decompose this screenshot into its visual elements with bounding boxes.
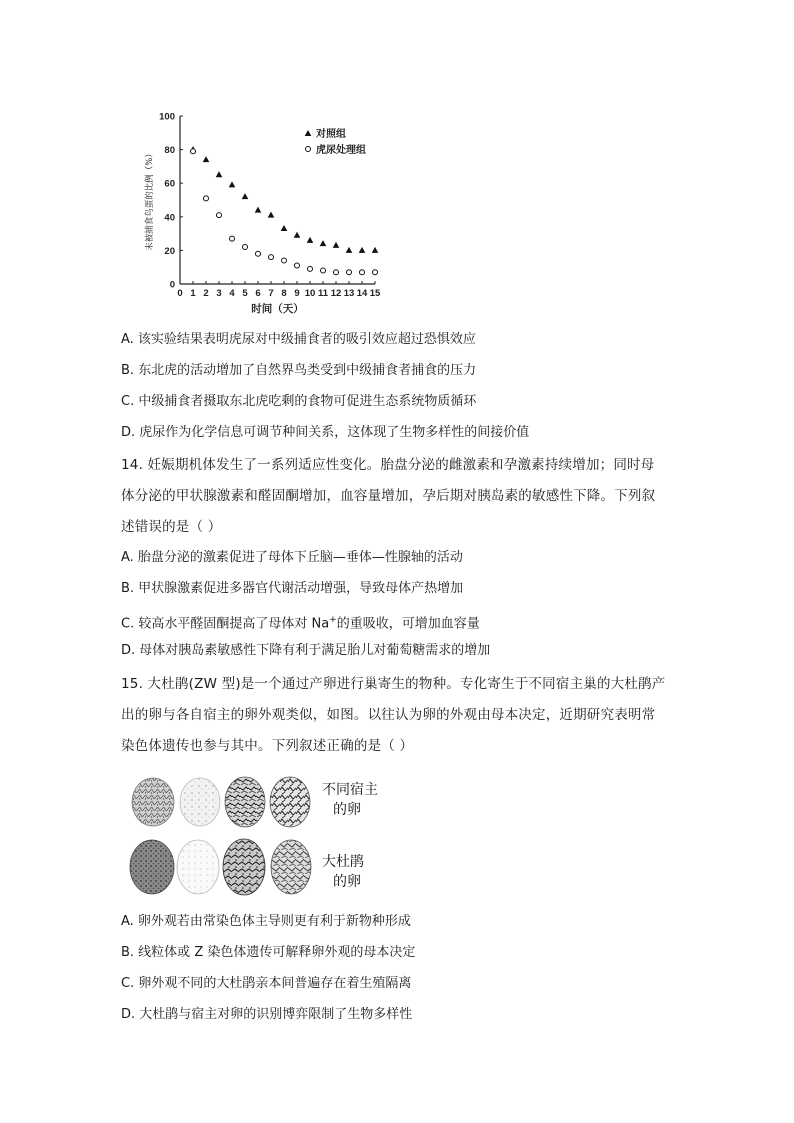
treatment-point [230, 236, 235, 241]
q14-option-d: D. 母体对胰岛素敏感性下降有利于满足胎儿对葡萄糖需求的增加 [121, 643, 491, 658]
q14-stem-line1: 14. 妊娠期机体发生了一系列适应性变化。胎盘分泌的雌激素和孕激素持续增加；同时母 [121, 457, 655, 473]
q14-option-c-superscript: + [329, 615, 337, 625]
x-tick-label: 9 [294, 288, 300, 299]
treatment-point [269, 255, 274, 260]
q15-option-b: B. 线粒体或 Z 染色体遗传可解释卵外观的母本决定 [121, 945, 416, 960]
q15-stem-line3: 染色体遗传也参与其中。下列叙述正确的是（ ） [121, 738, 414, 754]
legend-triangle-marker [305, 130, 312, 136]
x-axis-label: 时间（天） [251, 303, 304, 315]
y-tick-label: 20 [164, 245, 175, 257]
y-tick-label: 0 [169, 279, 175, 291]
x-tick-label: 6 [255, 288, 261, 299]
host-egg-4 [270, 777, 310, 827]
control-point [255, 207, 262, 213]
q14-option-c-text-pre: C. 较高水平醛固酮提高了母体对 Na [121, 616, 330, 632]
control-point [242, 193, 249, 199]
q13-option-a: A. 该实验结果表明虎尿对中级捕食者的吸引效应超过恐惧效应 [121, 332, 476, 347]
control-point [203, 156, 210, 162]
control-point [333, 242, 340, 248]
egg-predation-chart [140, 104, 400, 320]
chart-svg [140, 104, 400, 320]
x-tick-label: 4 [229, 288, 235, 299]
host-egg-2 [180, 778, 220, 826]
x-tick-label: 2 [203, 288, 209, 299]
treatment-point [321, 268, 326, 273]
q14-stem-line3: 述错误的是（ ） [121, 519, 222, 535]
legend-circle-marker [306, 147, 311, 152]
control-point [281, 225, 288, 231]
treatment-point [282, 258, 287, 263]
control-point [216, 171, 223, 177]
host-egg-label-line2: 的卵 [333, 802, 361, 818]
cuckoo-egg-3 [223, 839, 265, 895]
x-tick-label: 12 [330, 288, 342, 299]
treatment-point [217, 213, 222, 218]
q14-option-a: A. 胎盘分泌的激素促进了母体下丘脑—垂体—性腺轴的活动 [121, 550, 463, 565]
q15-option-c: C. 卵外观不同的大杜鹃亲本间普遍存在着生殖隔离 [121, 976, 412, 991]
control-point [346, 247, 353, 253]
x-tick-label: 10 [304, 288, 316, 299]
y-tick-label: 40 [164, 212, 175, 224]
cuckoo-egg-4 [271, 840, 311, 894]
y-tick-label: 100 [159, 111, 175, 123]
q13-option-d: D. 虎尿作为化学信息可调节种间关系，这体现了生物多样性的间接价值 [121, 425, 530, 440]
x-tick-label: 15 [369, 288, 381, 299]
treatment-point [360, 270, 365, 275]
q13-option-c: C. 中级捕食者摄取东北虎吃剩的食物可促进生态系统物质循环 [121, 394, 477, 409]
control-point [372, 247, 379, 253]
control-point [320, 240, 327, 246]
treatment-point [204, 196, 209, 201]
x-tick-label: 5 [242, 288, 248, 299]
cuckoo-egg-label-line2: 的卵 [333, 874, 361, 890]
control-point [359, 247, 366, 253]
treatment-point [295, 263, 300, 268]
q14-stem-line2: 体分泌的甲状腺激素和醛固酮增加，血容量增加，孕后期对胰岛素的敏感性下降。下列叙 [121, 488, 656, 504]
cuckoo-egg-2 [177, 840, 219, 894]
x-tick-label: 0 [177, 288, 183, 299]
y-axis-label: 未被捕食鸟蛋的比例（%） [145, 149, 155, 251]
x-tick-label: 14 [356, 288, 368, 299]
q14-option-c-text-post: 的重吸收，可增加血容量 [336, 616, 480, 632]
y-tick-label: 80 [164, 145, 175, 157]
q14-option-c [121, 611, 480, 633]
treatment-point [243, 245, 248, 250]
treatment-point [256, 251, 261, 256]
legend-treatment-label: 虎尿处理组 [316, 145, 366, 156]
host-egg-3 [225, 777, 265, 827]
legend-control-label: 对照组 [316, 129, 346, 140]
x-tick-label: 11 [317, 288, 329, 299]
cuckoo-egg-1 [130, 840, 174, 894]
x-tick-label: 7 [268, 288, 274, 299]
control-point [307, 237, 314, 243]
x-tick-label: 8 [281, 288, 287, 299]
treatment-point [373, 270, 378, 275]
q15-option-d: D. 大杜鹃与宿主对卵的识别博弈限制了生物多样性 [121, 1007, 413, 1022]
q14-option-b: B. 甲状腺激素促进多器官代谢活动增强，导致母体产热增加 [121, 581, 464, 596]
control-point [268, 212, 275, 218]
treatment-point [308, 266, 313, 271]
q15-stem-line1: 15. 大杜鹃(ZW 型)是一个通过产卵进行巢寄生的物种。专化寄生于不同宿主巢的大杜鹃产 [121, 676, 666, 692]
x-tick-label: 3 [216, 288, 222, 299]
x-tick-label: 13 [343, 288, 355, 299]
treatment-point [191, 149, 196, 154]
treatment-point [347, 270, 352, 275]
q15-option-a: A. 卵外观若由常染色体主导则更有利于新物种形成 [121, 914, 411, 929]
host-egg-1 [132, 778, 174, 826]
cuckoo-egg-label-line1: 大杜鹃 [322, 854, 364, 870]
q13-option-b: B. 东北虎的活动增加了自然界鸟类受到中级捕食者捕食的压力 [121, 363, 477, 378]
y-tick-label: 60 [164, 178, 175, 190]
host-egg-label-line1: 不同宿主 [322, 782, 378, 798]
q15-stem-line2: 出的卵与各自宿主的卵外观类似，如图。以往认为卵的外观由母本决定，近期研究表明常 [121, 707, 656, 723]
control-point [294, 232, 301, 238]
treatment-point [334, 270, 339, 275]
x-tick-label: 1 [190, 288, 196, 299]
control-point [229, 181, 236, 187]
